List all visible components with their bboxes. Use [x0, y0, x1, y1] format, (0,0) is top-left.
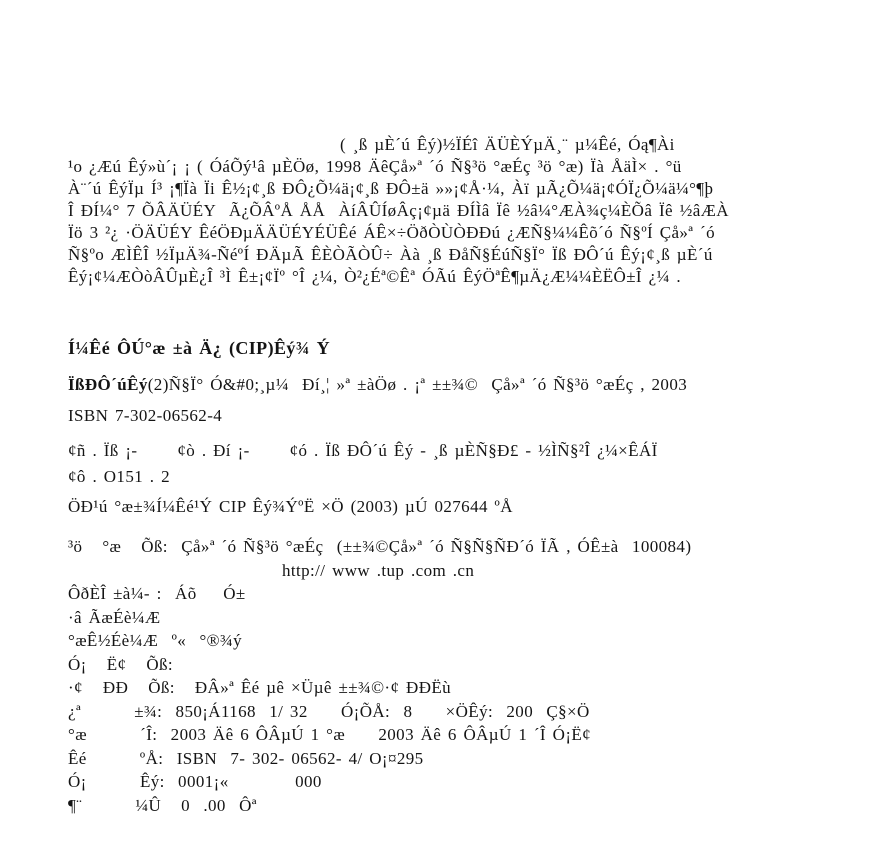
print-run-line: Ó¡ Êý: 0001¡« 000	[68, 772, 322, 791]
colophon-block	[68, 535, 846, 817]
cover-design-line: ·â ÃæÉè¼Æ	[68, 607, 161, 627]
publisher-line: ³ö °æ Õß: Çå»ª ´ó Ñ§³ö °æÉç (±±¾©Çå»ª ´ó Ñ§Ñ§ÑÐ´ó ÏÃ , ÓÊ±à 100084)	[68, 537, 692, 556]
printer-line: Ó¡ Ë¢ Õß:	[68, 654, 174, 674]
paragraph-line: Ñ§ºo ÆÌÊÎ ½ÏµÄ¾-ÑéºÍ ÐÄµÃ ÊÈÒÃÒÛ÷ Àà ¸ß ÐåÑ§ÉúÑ§Ï° Ïß ÐÔ´ú Êý¡¢¸ß µÈ´ú	[68, 245, 713, 264]
isbn-line: ISBN 7-302-06562-4	[68, 406, 223, 425]
intro-paragraph	[68, 134, 846, 288]
paragraph-line: ¹o ¿Æú Êý»ù´¡ ¡ ( ÓáÕý¹â µÈÖø, 1998 ÄêÇå»ª ´ó Ñ§³ö °æÉç ³ö °æ) Ïà ÅäÌ× . °ü	[68, 157, 682, 176]
distributor-line: ·¢ ÐÐ Õß: ÐÂ»ª Êé µê ×Üµê ±±¾©·¢ ÐÐËù	[68, 678, 452, 697]
paragraph-line: Êý¡¢¼ÆÒòÂÛµÈ¿Î ³Ì Ê±¡¢Ïº °Î ¿¼, Ò²¿Éª©Êª ÓÃú ÊýÖªÊ¶µÄ¿Æ¼¼ÈËÔ±Î ¿¼ .	[68, 267, 682, 286]
layout-design-line: °æÊ½Éè¼Æ º« °®¾ý	[68, 631, 243, 650]
edition-line: °æ ´Î: 2003 Äê 6 ÔÂµÚ 1 °æ 2003 Äê 6 ÔÂµÚ 1 ´Î Ó¡Ë¢	[68, 725, 592, 744]
book-entry-rest: (2)Ñ§Ï° Ó&#0;¸µ¼ Ðí¸¦ »ª ±àÖø . ¡ª ±±¾© Çå»ª ´ó Ñ§³ö °æÉç , 2003	[147, 375, 688, 394]
price-line: ¶¨ ¼Û 0 .00 Ôª	[68, 795, 257, 815]
cip-classification-line: ¢ñ . Ïß ¡- ¢ò . Ðí ¡- ¢ó . Ïß ÐÔ´ú Êý - ¸ß µÈÑ§Ð£ - ½ÌÑ§²Î ¿¼×ÊÁÏ	[68, 441, 658, 460]
paragraph-line: À¨´ú ÊýÏµ Í³ ¡¶Ïà Ïi Ê½¡¢¸ß ÐÔ¿Õ¼ä¡¢¸ß ÐÔ±ä »»¡¢Å·¼, Àï µÃ¿Õ¼ä¡¢ÓÏ¿Õ¼ä¼°¶þ	[68, 179, 714, 198]
book-title-text: ÏßÐÔ´úÊý	[68, 375, 148, 394]
cip-record-number-line: ÖÐ¹ú °æ±¾Í¼Êé¹Ý CIP Êý¾ÝºË ×Ö (2003) µÚ 027644 ºÅ	[68, 497, 513, 516]
book-number-line: Êé ºÅ: ISBN 7- 302- 06562- 4/ O¡¤295	[68, 748, 424, 768]
cip-book-entry	[68, 373, 846, 397]
paragraph-line: ( ¸ß µÈ´ú Êý)½ÏÉî ÄÜÈÝµÄ¸¨ µ¼Êé, Óą¶Ài	[340, 135, 675, 154]
cip-data-header: Í¼Êé ÔÚ°æ ±à Ä¿ (CIP)Êý¾ Ý	[68, 338, 330, 358]
format-line: ¿ª ±¾: 850¡Á1168 1/ 32 Ó¡ÕÅ: 8 ×ÖÊý: 200 Ç§×Ö	[68, 701, 590, 721]
cip-classification-code: ¢ô . O151 . 2	[68, 467, 170, 486]
paragraph-line: Î ÐÍ¼° 7 ÕÂÄÜÉY Ã¿ÕÂºÅ ÅÅ ÀíÂÛÍøÂç¡¢µä ÐÍÌâ Ïê ½â¼°ÆÀ¾ç¼ÈÕâ Ïê ½âÆÀ	[68, 201, 729, 220]
publisher-url: http:// www .tup .com .cn	[282, 560, 475, 580]
responsible-editor-line: ÔðÈÎ ±à¼- : Áõ Ó±	[68, 584, 246, 603]
paragraph-line: Ïö 3 ²¿ ·ÖÄÜÉY ÊéÖÐµÄÄÜÉYÉÜÊé ÁÊ×÷ÖðÒÙÒÐÐú ¿ÆÑ§¼¼Êõ´ó Ñ§ºÍ Çå»ª ´ó	[68, 223, 716, 242]
